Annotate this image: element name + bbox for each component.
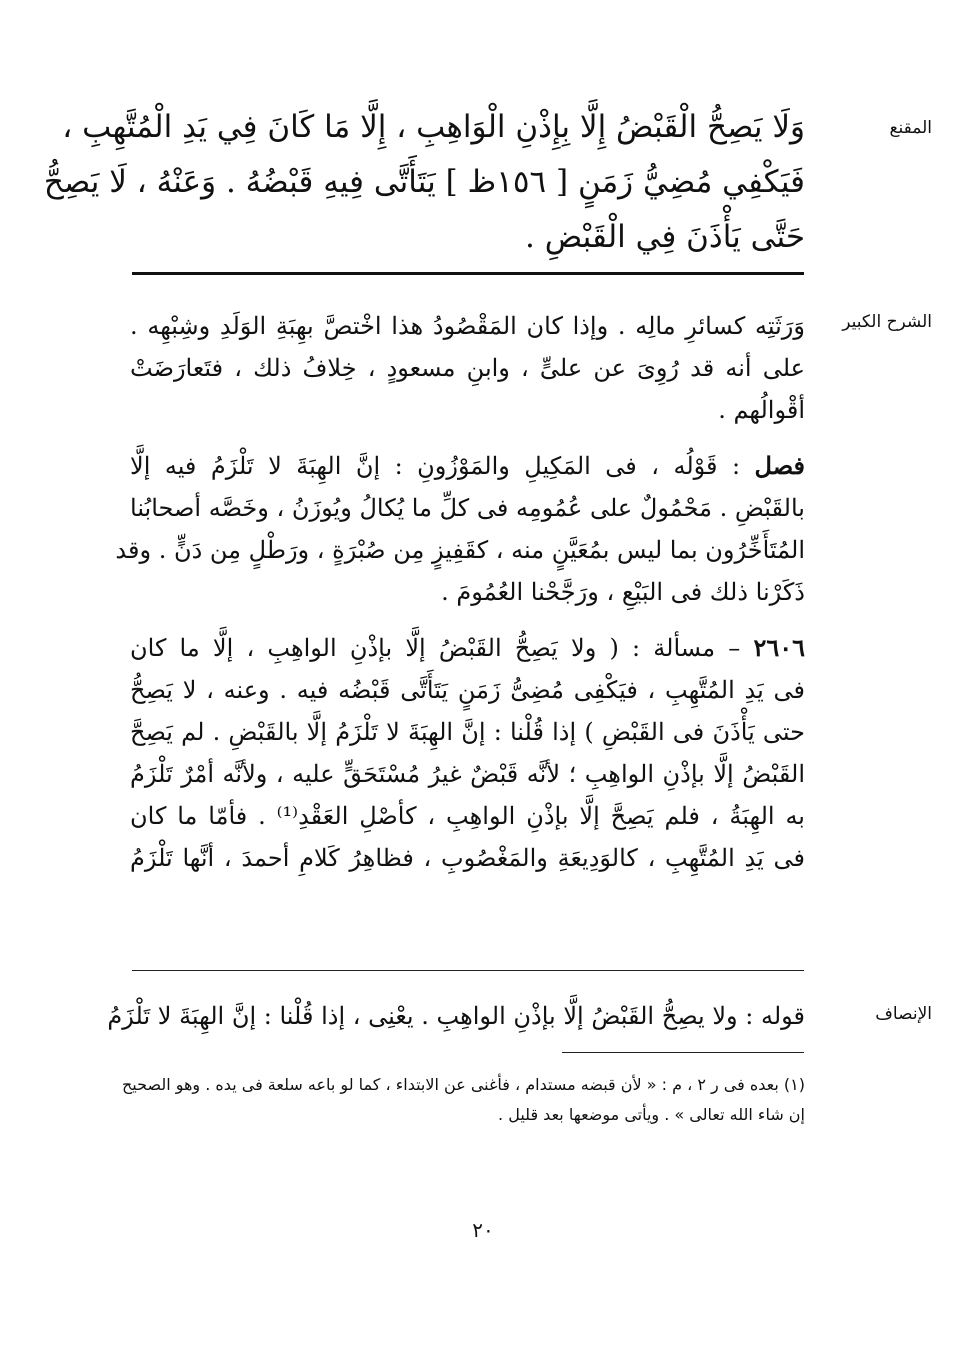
sharh-line: [130, 445, 805, 487]
sharh-line: فى يَدِ المُتَّهِبِ ، كالوَدِيعَةِ والمَغْصُوبِ ، فظاهِرُ كَلامِ أحمدَ ، أنَّها تَلْزَمُ: [130, 844, 805, 872]
muqni-line: وَلَا يَصِحُّ الْقَبْضُ إِلَّا بِإِذْنِ الْوَاهِبِ ، إِلَّا مَا كَانَ فِي يَدِ الْمُتَّهِبِ ،: [62, 109, 805, 145]
label-insaf: الإنصاف: [875, 1004, 932, 1024]
muqni-line: حَتَّى يَأْذَنَ فِي الْقَبْضِ .: [525, 219, 805, 255]
section-divider-thick: [132, 272, 804, 275]
sharh-line: حتى يَأْذَنَ فى القَبْضِ ) إذا قُلْنا : إنَّ الهِبَةَ لا تَلْزَمُ إلَّا بالقَبْضِ . لم يَصِحَّ: [130, 718, 805, 746]
sharh-line: ذَكَرْنا ذلك فى البَيْعِ ، ورَجَّحْنا العُمُومَ .: [441, 578, 805, 606]
section-divider-thin: [132, 970, 804, 971]
masala-number: ٢٦٠٦: [753, 633, 805, 662]
sharh-line: [130, 627, 805, 669]
sharh-line: به الهِبَةُ ، فلم يَصِحَّ إلَّا بإذْنِ الواهِبِ ، كأصْلِ العَقْدِ⁽¹⁾ . فأمّا ما كان: [130, 802, 805, 830]
footnote-divider: [562, 1052, 804, 1053]
fasl-paragraph: [115, 445, 805, 613]
sharh-text: [115, 305, 805, 893]
muqni-line: فَيَكْفِي مُضِيُّ زَمَنٍ [ ١٥٦ظ ] يَتَأَتَّى فِيهِ قَبْضُهُ . وَعَنْهُ ، لَا يَصِحُّ: [43, 164, 805, 200]
sharh-line: المُتَأَخِّرُون بما ليس بمُعَيَّنٍ منه ، كقَفِيزٍ مِن صُبْرَةٍ ، ورَطْلٍ مِن دَنٍّ . وقد: [115, 536, 805, 564]
sharh-line: القَبْضُ إلَّا بإذْنِ الواهِبِ ؛ لأنَّه قَبْضٌ غيرُ مُسْتَحَقٍّ عليه ، ولأنَّه أمْرٌ تَلْزَمُ: [130, 760, 805, 788]
sharh-line-rest: : قَوْلُه ، فى المَكِيلِ والمَوْزُونِ : إنَّ الهِبَةَ لا تَلْزَمُ فيه إلَّا: [130, 452, 755, 480]
muqni-text: [43, 100, 805, 265]
footnote-line: إن شاء الله تعالى » . ويأتى موضعها بعد قليل .: [498, 1105, 805, 1124]
sharh-paragraph: [130, 305, 805, 431]
footnote: [121, 1070, 805, 1130]
insaf-text: [107, 996, 805, 1036]
sharh-line: أقْوالُهم .: [718, 396, 805, 424]
insaf-line: قوله : ولا يصِحُّ القَبْضُ إلَّا بإذْنِ الواهِبِ . يعْنِى ، إذا قُلْنا : إنَّ الهِبَةَ لا تَلْزَمُ: [107, 1002, 805, 1030]
sharh-line: على أنه قد رُوِىَ عن علىٍّ ، وابنِ مسعودٍ ، خِلافُ ذلك ، فتَعارَضَتْ: [130, 354, 805, 382]
sharh-line: فى يَدِ المُتَّهِبِ ، فيَكْفِى مُضِىُّ زَمَنٍ يَتَأَتَّى قَبْضُه فيه . وعنه ، لا يَصِحُّ: [130, 676, 805, 704]
sharh-line: وَرَثَتِه كسائرِ مالِه . وإذا كان المَقْصُودُ هذا اخْتصَّ بهِبَةِ الوَلَدِ وشِبْهِه .: [130, 312, 805, 340]
footnote-line: (١) بعده فى ر ٢ ، م : « لأن قبضه مستدام ، فأغنى عن الابتداء ، كما لو باعه سلعة فى يده . وهو الصحيح: [121, 1075, 805, 1094]
label-sharh: الشرح الكبير: [842, 312, 932, 332]
sharh-line-rest: – مسألة : ( ولا يَصِحُّ القَبْضُ إلَّا بإذْنِ الواهِبِ ، إلَّا ما كان: [130, 634, 754, 662]
fasl-heading: فصل: [754, 451, 805, 480]
sharh-line: بالقَبْضِ . مَحْمُولٌ على عُمُومِه فى كلِّ ما يُكالُ ويُوزَنُ ، وخَصَّه أصحابُنا: [130, 494, 805, 522]
masala-paragraph: [130, 627, 805, 879]
page-number: ٢٠: [472, 1218, 494, 1242]
label-muqni: المقنع: [889, 118, 932, 138]
